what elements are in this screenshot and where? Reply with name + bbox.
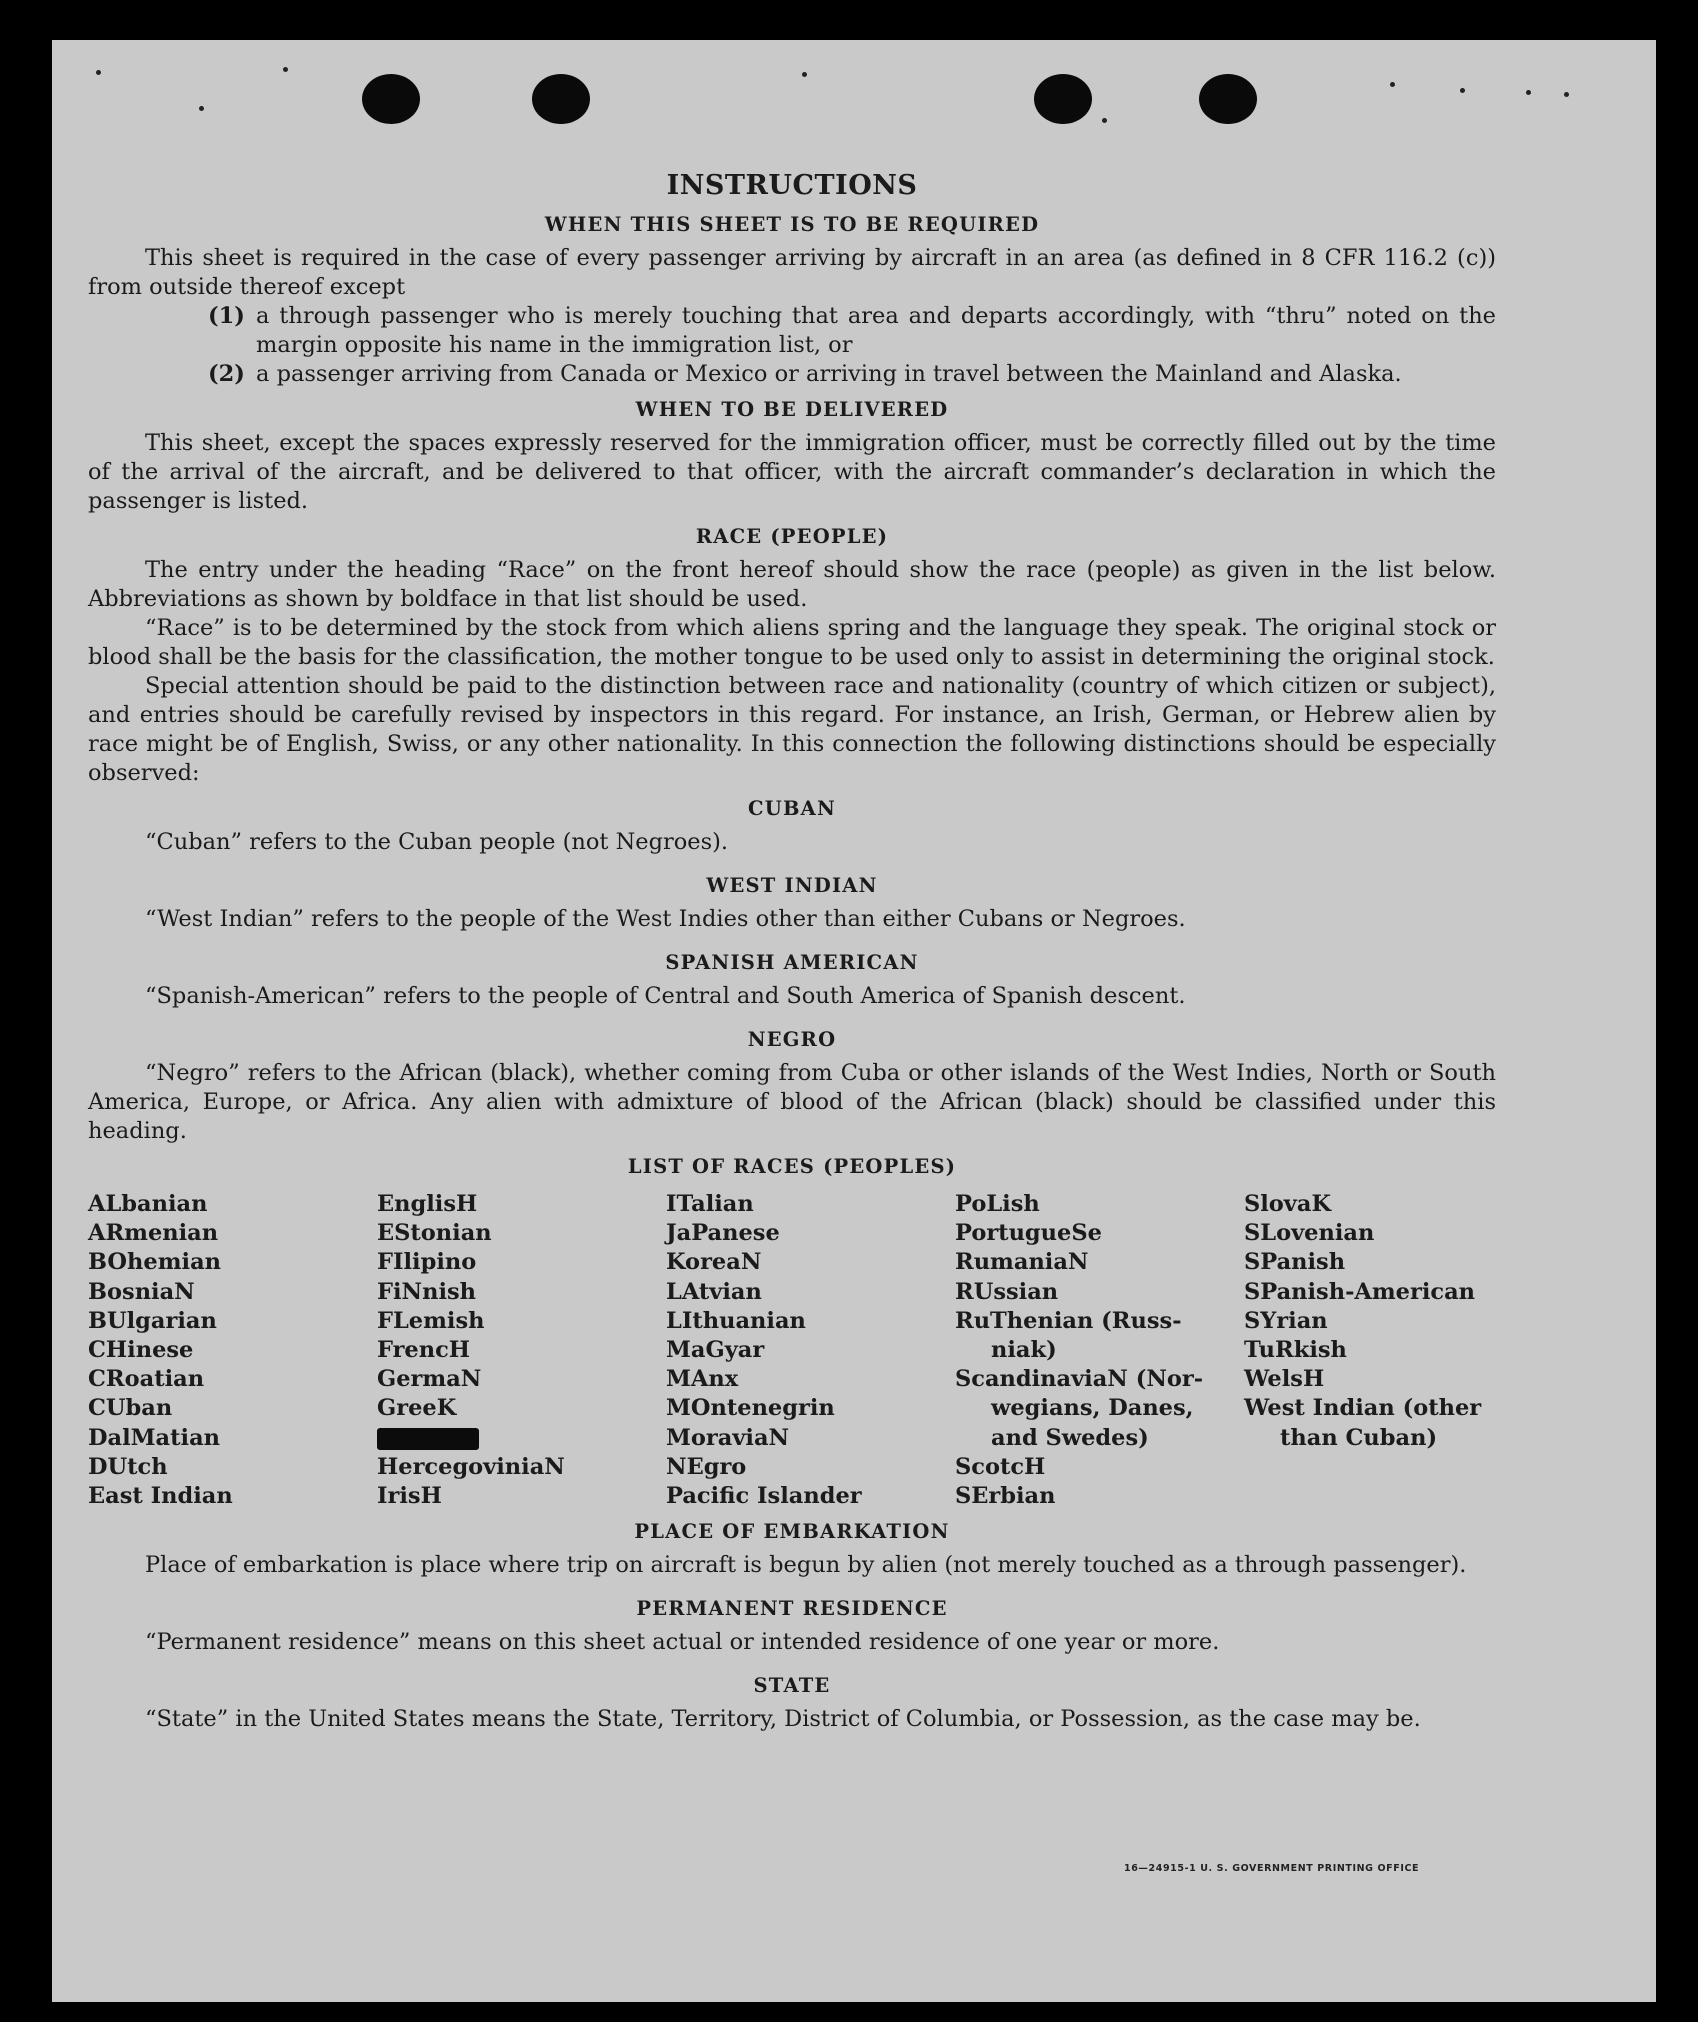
paragraph: The entry under the heading “Race” on the front hereof should show the race (people) as given in the list below. Abbreviations as shown by boldface in that list should be used. [88,557,1496,612]
section-heading: STATE [753,1674,831,1698]
item-text: a through passenger who is merely touching that area and departs accordingly, with “thru” noted on the margin opposite his name in the immigration list, or [256,303,1496,358]
race-item: FIlipino [377,1249,477,1276]
race-item: DalMatian [88,1424,221,1451]
speck [1390,82,1395,87]
race-item: ALbanian [88,1191,208,1217]
race-item: RuThenian (Russ- [955,1307,1182,1334]
race-item: RUssian [955,1278,1059,1305]
paragraph: “Race” is to be determined by the stock from which aliens spring and the language they speak. The original stock or blood shall be the basis for the classification, the mother tongue to be used only to assist in determining the original stock. [88,615,1496,670]
page-title: INSTRUCTIONS [666,170,918,201]
race-item: IrisH [377,1483,442,1510]
race-list [88,1190,1496,1511]
race-item: KoreaN [666,1249,762,1276]
race-item: ITalian [666,1191,754,1217]
paragraph: This sheet, except the spaces expressly reserved for the immigration officer, must be correctly filled out by the time of the arrival of the aircraft, and be delivered to that officer, with the aircraft commander’s declaration in which the passenger is listed. [88,430,1496,514]
section-heading: PLACE OF EMBARKATION [634,1520,950,1544]
race-item: SPanish-American [1244,1278,1476,1305]
paragraph: Special attention should be paid to the distinction between race and nationality (country of which citizen or subject), and entries should be carefully revised by inspectors in this regard. For instance, an Irish, German, or Hebrew alien by race might be of English, Swiss, or any other nationality. In this connection the following distinctions should be especially observed: [88,673,1496,786]
document-sheet [52,40,1656,2002]
race-item: MAnx [666,1366,739,1393]
race-item: HercegoviniaN [377,1453,565,1480]
paragraph: “Negro” refers to the African (black), whether coming from Cuba or other islands of the West Indies, North or South America, Europe, or Africa. Any alien with admixture of blood of the African (black) should be classified under this heading. [88,1060,1496,1144]
race-item-continued: and Swedes) [991,1424,1149,1451]
race-item: EnglisH [377,1191,478,1217]
speck [96,70,101,75]
race-item: NEgro [666,1453,747,1480]
redaction-mark [377,1428,479,1450]
race-item: PortugueSe [955,1220,1102,1247]
race-column [955,1190,1244,1511]
item-number: (1) [208,303,245,329]
race-item-continued: than Cuban) [1280,1424,1438,1451]
section-heading: LIST OF RACES (PEOPLES) [627,1155,957,1178]
race-item: ARmenian [88,1220,219,1247]
race-column [88,1190,377,1511]
instructions-content [88,168,1496,1734]
race-item: CUban [88,1395,173,1422]
race-item: BOhemian [88,1249,222,1276]
section-heading: SPANISH AMERICAN [665,951,919,974]
race-item: LIthuanian [666,1307,806,1334]
race-column [377,1190,666,1511]
paragraph: This sheet is required in the case of every passenger arriving by aircraft in an area (as defined in 8 CFR 116.2 (c)) from outside thereof except [88,245,1496,300]
race-column [1244,1190,1533,1511]
race-item: GreeK [377,1395,457,1422]
race-item: BosniaN [88,1278,195,1305]
paragraph: “West Indian” refers to the people of the West Indies other than either Cubans or Negroes. [145,906,1186,932]
punch-hole [1199,74,1257,124]
punch-hole [362,74,420,124]
section-heading: NEGRO [747,1028,837,1051]
race-item: SlovaK [1244,1191,1332,1217]
section-heading: CUBAN [748,797,836,820]
list-item [208,302,1496,360]
speck [802,72,807,77]
race-item: PoLish [955,1191,1040,1217]
race-item: SLovenian [1244,1220,1375,1247]
item-text: a passenger arriving from Canada or Mexico or arriving in travel between the Mainland and Alaska. [256,361,1402,387]
race-item: TuRkish [1244,1337,1347,1364]
race-item-continued: wegians, Danes, [991,1395,1194,1422]
race-column [666,1190,955,1511]
race-item: ScandinaviaN (Nor- [955,1366,1204,1393]
race-item: MOntenegrin [666,1395,835,1422]
speck [1564,92,1569,97]
punch-hole [1034,74,1092,124]
race-item: DUtch [88,1453,168,1480]
punch-hole [532,74,590,124]
race-item: East Indian [88,1483,233,1510]
race-item: SYrian [1244,1307,1328,1334]
race-item: FrencH [377,1337,471,1364]
race-item: ScotcH [955,1453,1046,1480]
section-heading: PERMANENT RESIDENCE [636,1597,948,1621]
race-item-continued: niak) [991,1337,1057,1364]
race-item: West Indian (other [1244,1395,1482,1422]
speck [1460,88,1465,93]
race-item: MaGyar [666,1337,765,1364]
race-item-redacted [377,1424,666,1453]
paragraph: “Permanent residence” means on this sheet actual or intended residence of one year or more. [145,1629,1220,1656]
item-number: (2) [208,361,245,387]
section-heading: WHEN THIS SHEET IS TO BE REQUIRED [544,213,1040,236]
race-item: JaPanese [666,1220,780,1247]
race-item: EStonian [377,1220,492,1247]
race-item: CRoatian [88,1366,205,1393]
speck [283,67,288,72]
section-heading: WEST INDIAN [706,874,878,897]
race-item: FiNnish [377,1278,477,1305]
race-item: GermaN [377,1366,482,1393]
printing-office-code: 16—24915-1 U. S. GOVERNMENT PRINTING OFFICE [1124,1863,1420,1874]
race-item: SErbian [955,1483,1056,1510]
section-heading: RACE (PEOPLE) [695,525,889,548]
speck [199,106,204,111]
race-item: BUlgarian [88,1307,217,1334]
speck [1102,118,1107,123]
race-item: FLemish [377,1307,485,1334]
paragraph: Place of embarkation is place where trip on aircraft is begun by alien (not merely touched as a through passenger). [145,1552,1467,1579]
race-item: WelsH [1244,1366,1325,1393]
paragraph: “State” in the United States means the State, Territory, District of Columbia, or Possession, as the case may be. [145,1706,1421,1733]
race-item: RumaniaN [955,1249,1089,1276]
race-item: SPanish [1244,1249,1346,1276]
race-item: Pacific Islander [666,1483,862,1510]
section-heading: WHEN TO BE DELIVERED [635,398,949,421]
list-item [208,360,1496,389]
race-item: LAtvian [666,1278,762,1305]
paragraph: “Spanish-American” refers to the people of Central and South America of Spanish descent. [145,983,1186,1009]
race-item: CHinese [88,1337,194,1364]
race-item: MoraviaN [666,1424,790,1451]
speck [1526,90,1531,95]
paragraph: “Cuban” refers to the Cuban people (not Negroes). [145,829,729,855]
